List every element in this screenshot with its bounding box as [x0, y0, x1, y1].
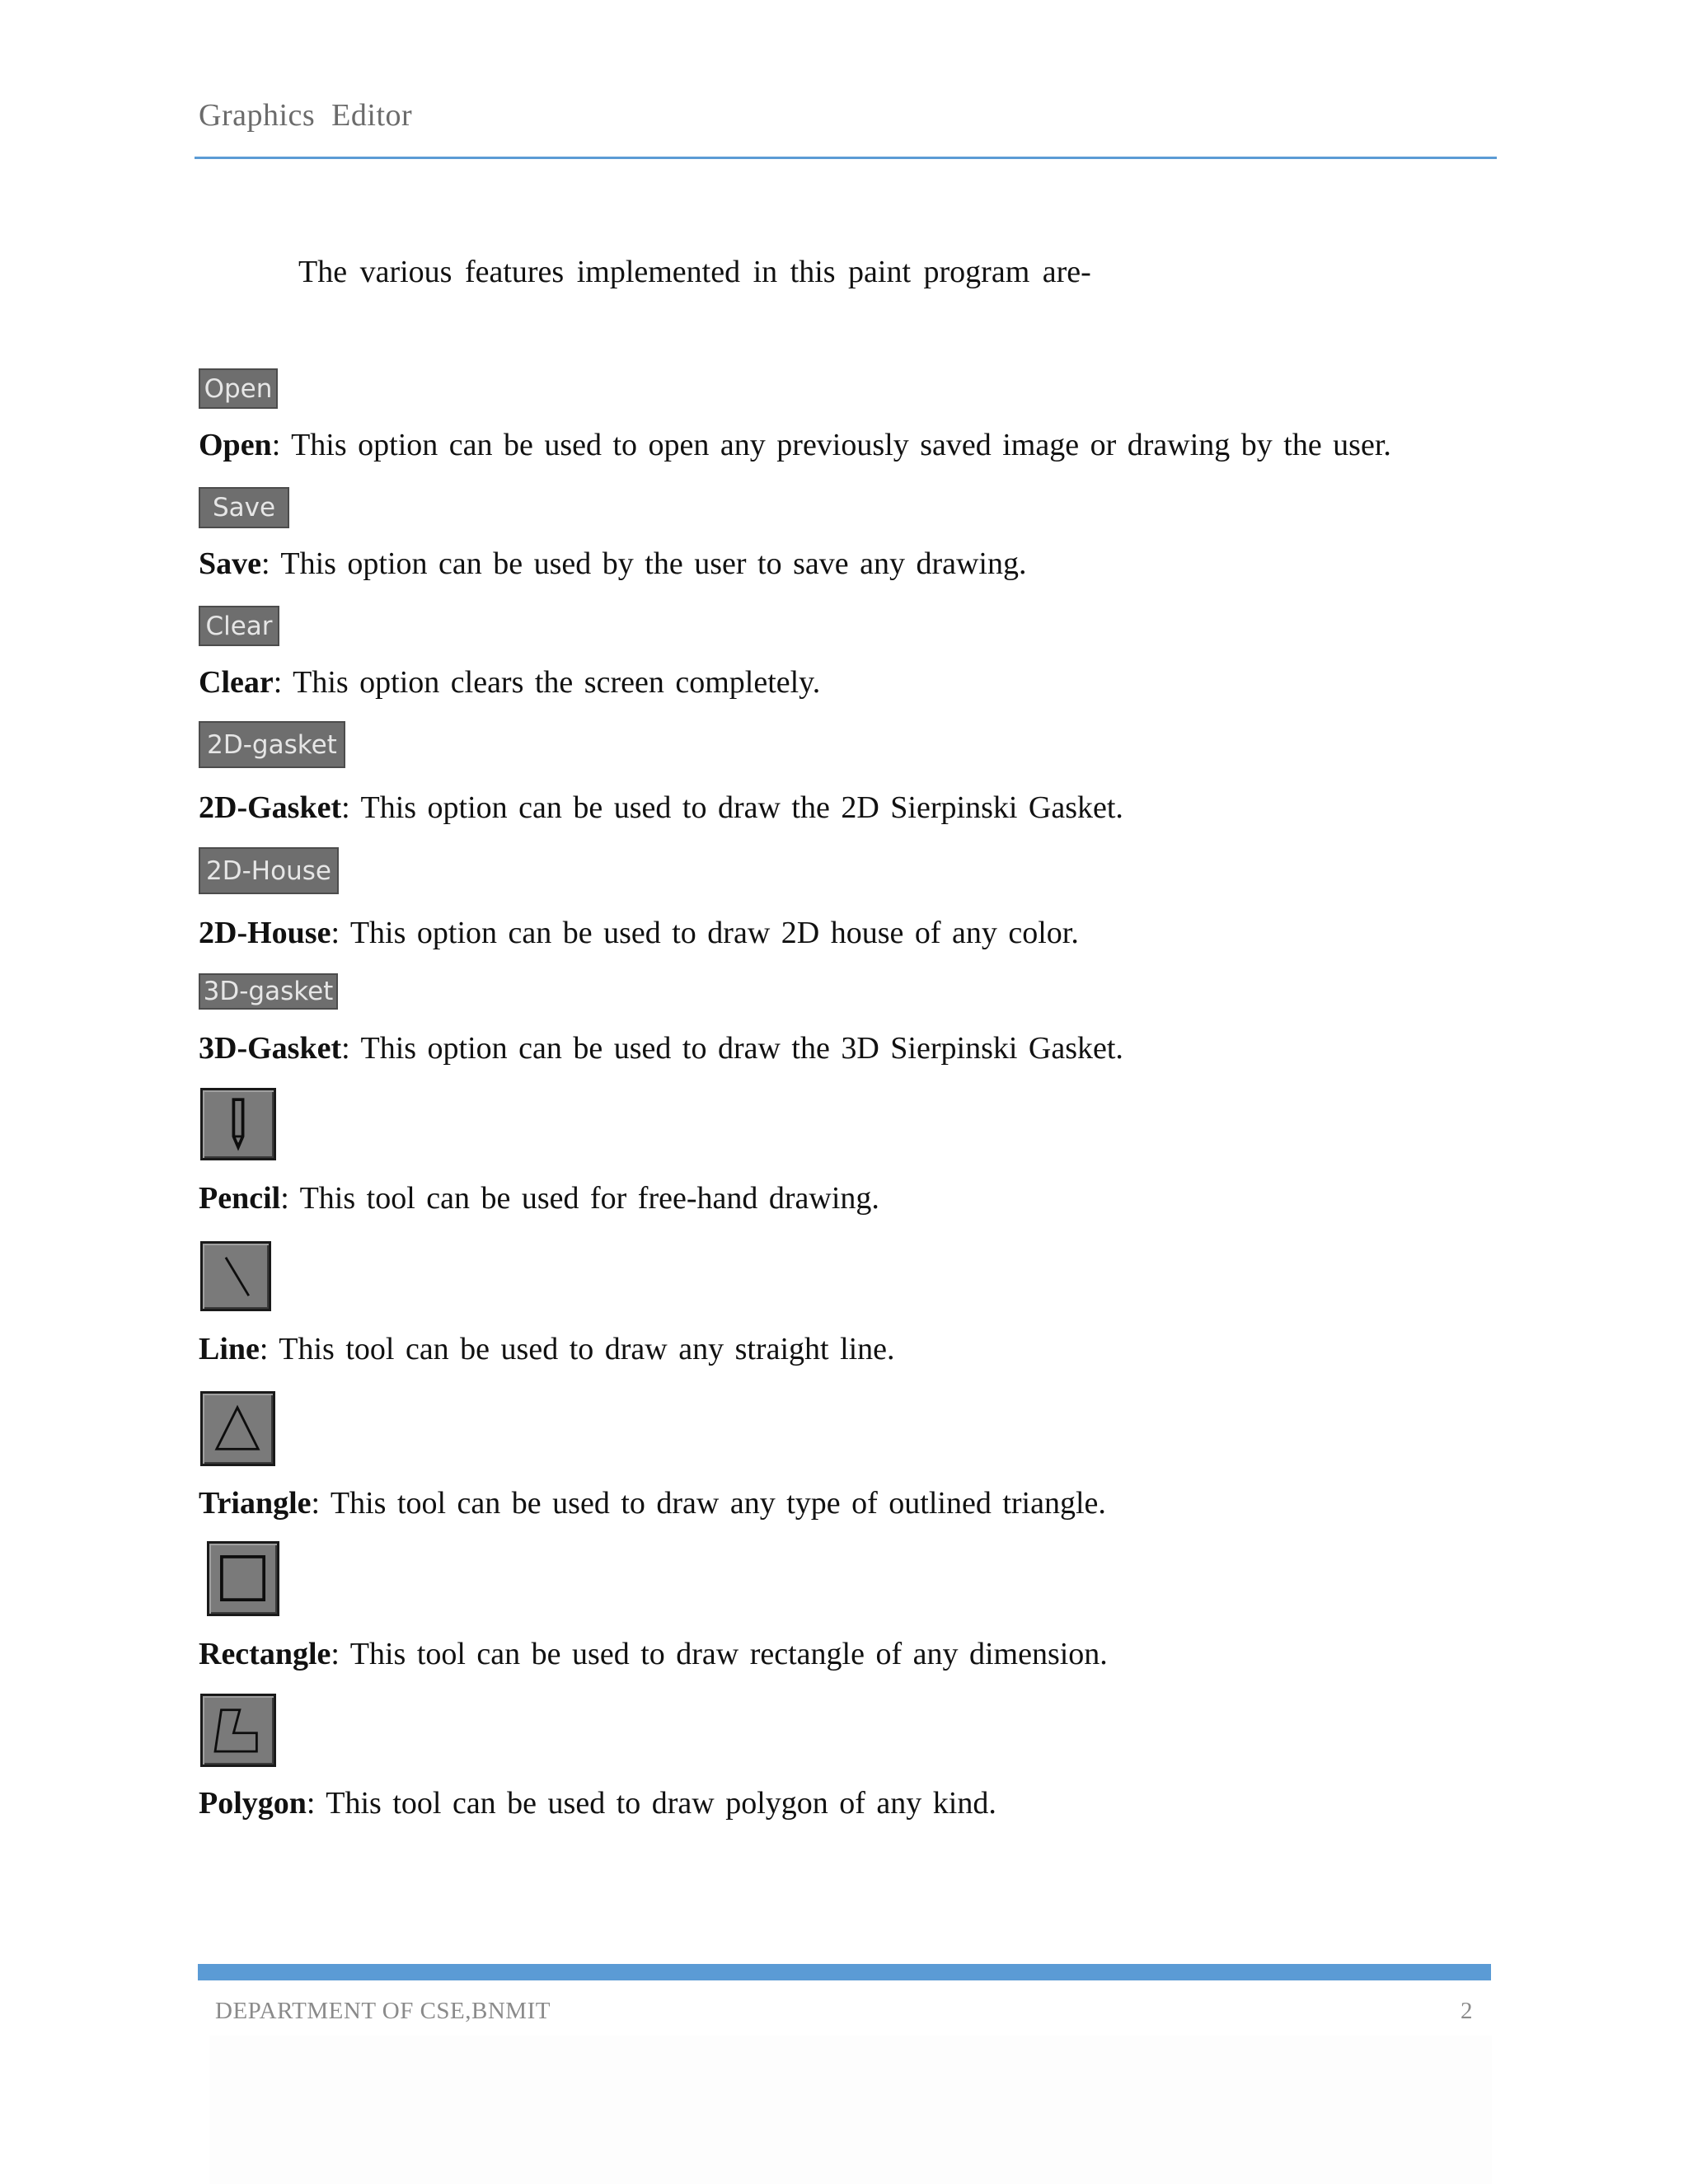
intro-paragraph: The various features implemented in this paint program are-: [298, 255, 1091, 289]
feature-text: : This option can be used to draw the 3D Sierpinski Gasket.: [341, 1031, 1123, 1066]
rectangle-tool-button[interactable]: [207, 1541, 279, 1616]
rectangle-icon: [209, 1544, 277, 1614]
pencil-tool-button[interactable]: [200, 1088, 276, 1160]
feature-name: 2D-House: [199, 916, 331, 950]
feature-name: 2D-Gasket: [199, 790, 342, 825]
feature-text: : This tool can be used to draw any type of outlined triangle.: [311, 1486, 1106, 1521]
feature-rectangle-desc: [199, 1636, 1108, 1672]
feature-save-desc: [199, 546, 1027, 582]
feature-open-desc: [199, 427, 1391, 463]
feature-text: : This tool can be used to draw any straight line.: [259, 1332, 895, 1366]
open-button[interactable]: Open: [199, 368, 278, 409]
feature-name: Open: [199, 428, 272, 462]
save-button[interactable]: Save: [199, 487, 289, 528]
feature-text: : This option clears the screen completely.: [273, 665, 821, 700]
gasket-2d-button[interactable]: 2D-gasket: [199, 721, 345, 768]
clear-button[interactable]: Clear: [199, 606, 279, 646]
page-number: 2: [1461, 1998, 1473, 2024]
house-2d-button[interactable]: 2D-House: [199, 847, 339, 894]
feature-name: Pencil: [199, 1181, 281, 1216]
feature-name: Save: [199, 546, 261, 581]
feature-text: : This tool can be used to draw rectangle of any dimension.: [331, 1637, 1108, 1671]
feature-text: : This tool can be used for free-hand drawing.: [280, 1181, 879, 1216]
polygon-tool-button[interactable]: [200, 1694, 276, 1767]
footer-rule: [198, 1964, 1491, 1980]
feature-name: 3D-Gasket: [199, 1031, 342, 1066]
feature-gasket2d-desc: [199, 790, 1123, 826]
feature-name: Polygon: [199, 1786, 307, 1821]
feature-house2d-desc: [199, 915, 1079, 951]
footer-department: DEPARTMENT OF CSE,BNMIT: [215, 1998, 551, 2024]
feature-text: : This tool can be used to draw polygon of any kind.: [306, 1786, 996, 1821]
line-icon: [203, 1244, 269, 1309]
feature-name: Triangle: [199, 1486, 312, 1521]
polygon-icon: [203, 1696, 274, 1765]
page-header-title: Graphics Editor: [199, 98, 413, 133]
feature-text: : This option can be used to draw the 2D Sierpinski Gasket.: [341, 790, 1123, 825]
feature-clear-desc: [199, 664, 820, 701]
feature-triangle-desc: [199, 1485, 1106, 1521]
pencil-icon: [203, 1090, 274, 1158]
feature-text: : This option can be used by the user to save any drawing.: [261, 546, 1027, 581]
feature-gasket3d-desc: [199, 1030, 1123, 1066]
footer-shade: [209, 2036, 1492, 2184]
feature-polygon-desc: [199, 1785, 996, 1821]
header-rule: [195, 157, 1497, 159]
feature-pencil-desc: [199, 1180, 879, 1216]
gasket-3d-button[interactable]: 3D-gasket: [199, 973, 338, 1010]
triangle-icon: [203, 1394, 273, 1464]
feature-text: : This option can be used to draw 2D house of any color.: [331, 916, 1079, 950]
feature-text: : This option can be used to open any previously saved image or drawing by the user.: [271, 428, 1391, 462]
feature-name: Clear: [199, 665, 274, 700]
feature-name: Rectangle: [199, 1637, 331, 1671]
triangle-tool-button[interactable]: [200, 1391, 275, 1466]
feature-name: Line: [199, 1332, 260, 1366]
line-tool-button[interactable]: [200, 1241, 271, 1311]
feature-line-desc: [199, 1331, 895, 1367]
